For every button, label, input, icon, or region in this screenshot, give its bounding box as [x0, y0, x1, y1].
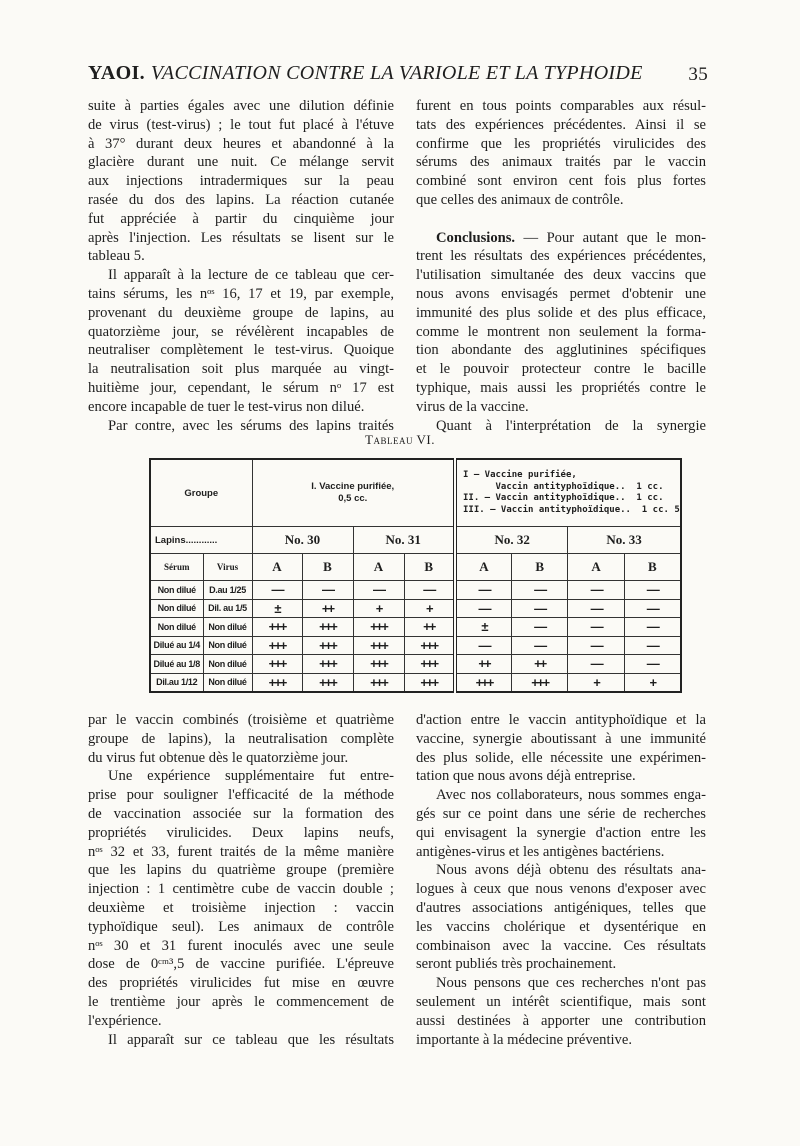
result-cell: — — [511, 581, 567, 600]
result-cell: — — [455, 636, 511, 655]
text-line: le trentième jour après le commencement de — [88, 993, 394, 1010]
result-cell: +++ — [353, 618, 404, 637]
text-line: injection : 1 centimètre cube de vaccin double ; — [88, 881, 394, 898]
virus-cell: D.au 1/25 — [203, 581, 252, 600]
text-line: furent en tous points comparables aux résul- — [416, 98, 706, 114]
text-line: rasée du dos des lapins. La réaction cutanée — [88, 191, 394, 208]
serum-cell: Non dilué — [150, 581, 203, 600]
result-cell: +++ — [252, 636, 302, 655]
paragraph — [416, 786, 706, 861]
text-line: provenant du deuxième groupe de lapins, au — [88, 304, 394, 321]
result-cell: +++ — [404, 673, 455, 692]
header-author: YAOI. — [88, 62, 145, 84]
table-row — [150, 618, 681, 637]
text-line: l'expérience. — [88, 1012, 162, 1029]
column-bottom-right — [416, 711, 706, 1049]
result-cell: — — [404, 581, 455, 600]
text-line: immunité des plus solide et des plus efficace, — [416, 304, 706, 321]
paragraph — [416, 229, 706, 417]
text-line: de virus (test-virus) ; le tout fut placé à l'étuve — [88, 116, 394, 133]
text-line: confirme que les propriétés virulicides des — [416, 135, 706, 152]
text-line: sérums des animaux traités par le vaccin — [416, 154, 706, 171]
result-cell: + — [624, 673, 680, 692]
sample-header: B — [302, 554, 353, 581]
text-line: encore incapable de tuer le test-virus non dilué. — [88, 398, 365, 415]
result-cell: — — [511, 618, 567, 637]
text-line: Nous avons déjà obtenu des résultats ana- — [436, 862, 706, 879]
result-cell: ++ — [455, 655, 511, 674]
text-line: Une expérience supplémentaire fut entre- — [108, 768, 394, 785]
paragraph — [416, 711, 706, 786]
groupe-header: Groupe — [150, 459, 252, 527]
text-line: groupe de lapins), la neutralisation complète — [88, 730, 394, 747]
result-cell: +++ — [511, 673, 567, 692]
serum-cell: Dil.au 1/12 — [150, 673, 203, 692]
result-cell: — — [568, 618, 624, 637]
text-line: combinaison avec la vaccine. Ces résultats — [416, 937, 706, 954]
table-row — [150, 655, 681, 674]
virus-cell: Non dilué — [203, 673, 252, 692]
text-line: aussi destinées à apporter une contribution — [416, 1012, 706, 1029]
text-line: que celles des animaux de contrôle. — [416, 191, 624, 208]
result-cell: — — [624, 581, 680, 600]
virus-cell: Non dilué — [203, 618, 252, 637]
column-top-left — [88, 97, 394, 435]
text-line: tats des expériences précédentes. Ainsi il se — [416, 116, 706, 133]
text-line: nᵒˢ 32 et 33, furent traités de la même manière — [88, 843, 394, 860]
virus-cell: Dil. au 1/5 — [203, 599, 252, 618]
sample-header: B — [404, 554, 455, 581]
paragraph — [416, 97, 706, 210]
sample-header: B — [624, 554, 680, 581]
text-line: seulement un intérêt scientifique, mais sont — [416, 993, 706, 1010]
result-cell: + — [568, 673, 624, 692]
text-line: Il apparaît sur ce tableau que les résultats — [108, 1031, 394, 1048]
text-line: quatorzième jour, se révélèrent incapables de — [88, 323, 394, 340]
group2-line: II. — Vaccin antityphoïdique.. 1 cc. — [463, 493, 664, 503]
result-cell: — — [455, 581, 511, 600]
text-line: du virus fut obtenue dès le quatorzième jour. — [88, 749, 349, 766]
result-cell: +++ — [252, 655, 302, 674]
lapin-header: No. 33 — [568, 527, 681, 554]
text-line: propriétés virulicides. Deux lapins neufs, — [88, 824, 394, 841]
text-line: deuxième et troisième injection : vaccin — [88, 899, 394, 916]
result-cell: — — [252, 581, 302, 600]
line-text: — Pour autant que le mon- — [515, 229, 706, 246]
virus-cell: Non dilué — [203, 636, 252, 655]
text-line: tableau 5. — [88, 248, 145, 265]
sample-header: B — [511, 554, 567, 581]
column-bottom-left — [88, 711, 394, 1049]
paragraph — [88, 767, 394, 1030]
text-line: Nous pensons que ces recherches n'ont pas — [436, 975, 706, 992]
result-cell: — — [624, 599, 680, 618]
text-line: l'utilisation simultanée des deux vaccins que — [416, 267, 706, 284]
group1-line: 0,5 cc. — [338, 493, 368, 504]
text-line: d'autres associations antigéniques, telles que — [416, 899, 706, 916]
result-cell: +++ — [302, 655, 353, 674]
text-line: tation que nous avons déjà entreprise. — [416, 768, 636, 785]
text-line: de vaccination associée sur la formation des — [88, 805, 394, 822]
text-line: typhique, mais aussi les propriétés contre le — [416, 379, 706, 396]
result-cell: ++ — [404, 618, 455, 637]
virus-header: Virus — [203, 554, 252, 581]
paragraph — [88, 711, 394, 767]
result-cell: + — [404, 599, 455, 618]
text-line: gés sur ce point dans une série de recherches — [416, 805, 706, 822]
text-line — [416, 229, 706, 248]
text-line: prise pour souligner l'efficacité de la méthode — [88, 787, 394, 804]
text-line: typhoïdique seul). Les animaux de contrôle — [88, 918, 394, 935]
text-line: nᵒˢ 30 et 31 furent inoculés avec une seule — [88, 937, 394, 954]
result-cell: +++ — [302, 673, 353, 692]
serum-cell: Dilué au 1/8 — [150, 655, 203, 674]
serum-header: Sérum — [150, 554, 203, 581]
result-cell: +++ — [252, 673, 302, 692]
result-cell: ± — [252, 599, 302, 618]
result-cell: — — [511, 636, 567, 655]
result-cell: ++ — [302, 599, 353, 618]
paragraph — [416, 974, 706, 1049]
page-number: 35 — [688, 64, 708, 85]
text-line: tains sérums, les nᵒˢ 16, 17 et 19, par exemple, — [88, 285, 394, 302]
text-line: que les lapins du quatrième groupe (première — [88, 862, 394, 879]
result-cell: — — [568, 581, 624, 600]
text-line: des plus solide, elle nécessite une expérimen- — [416, 749, 706, 766]
group1-description — [252, 459, 455, 527]
result-cell: — — [302, 581, 353, 600]
group2-line: Vaccin antityphoïdique.. 1 cc. — [463, 481, 664, 492]
virus-cell: Non dilué — [203, 655, 252, 674]
text-line: antigènes-virus et les antigènes bactériens. — [416, 843, 665, 860]
result-cell: +++ — [252, 618, 302, 637]
result-cell: — — [568, 599, 624, 618]
table-caption: Tableau VI. — [365, 432, 435, 447]
table-row — [150, 599, 681, 618]
lapins-label: Lapins............ — [150, 527, 252, 554]
result-cell: — — [353, 581, 404, 600]
result-cell: — — [624, 636, 680, 655]
text-line: nous avons envisagés permet d'obtenir une — [416, 285, 706, 302]
text-line: trent les résultats des expériences précédentes, — [416, 248, 706, 265]
lapin-header: No. 31 — [353, 527, 455, 554]
text-line: qui envisagent la synergie d'action entre les — [416, 824, 706, 841]
text-line: la neutralisation soit plus marquée au vingt- — [88, 361, 394, 378]
text-line: vaccine, synergie aboutissant à une immunité — [416, 730, 706, 747]
result-cell: +++ — [302, 636, 353, 655]
group2-description — [455, 459, 681, 527]
table-row — [150, 673, 681, 692]
text-line: seront publiés très prochainement. — [416, 956, 617, 973]
text-line: d'action entre le vaccin antityphoïdique et la — [416, 712, 706, 728]
result-cell: +++ — [455, 673, 511, 692]
text-line: Quant à l'interprétation de la synergie — [436, 417, 706, 434]
paragraph — [88, 1031, 394, 1050]
text-line: dose de 0ᶜᵐ³,5 de vaccine purifiée. L'épreuve — [88, 956, 394, 973]
result-cell: +++ — [404, 636, 455, 655]
text-line: logues à ceux que nous venons d'exposer avec — [416, 881, 706, 898]
paragraph — [88, 266, 394, 416]
serum-cell: Non dilué — [150, 618, 203, 637]
text-line: glacière durant une nuit. Ce mélange servit — [88, 154, 394, 171]
result-cell: — — [624, 655, 680, 674]
sample-header: A — [252, 554, 302, 581]
column-top-right — [416, 97, 706, 435]
result-cell: — — [624, 618, 680, 637]
results-table — [149, 458, 682, 693]
result-cell: — — [568, 655, 624, 674]
text-line: importante à la médecine préventive. — [416, 1031, 632, 1048]
sample-header: A — [568, 554, 624, 581]
result-cell: + — [353, 599, 404, 618]
result-cell: +++ — [353, 636, 404, 655]
result-cell: — — [568, 636, 624, 655]
text-line: après l'injection. Les résultats se lisent sur le — [88, 229, 394, 246]
result-cell: +++ — [404, 655, 455, 674]
text-line: Par contre, avec les sérums des lapins traités — [108, 417, 394, 434]
text-line: des propriétés virulicides fut mise en œuvre — [88, 975, 394, 992]
result-cell: +++ — [353, 655, 404, 674]
paragraph — [416, 861, 706, 974]
result-cell: — — [455, 599, 511, 618]
text-line: virus de la vaccine. — [416, 398, 529, 415]
group2-line: I — Vaccine purifiée, — [463, 470, 577, 480]
table-row — [150, 581, 681, 600]
result-cell: ++ — [511, 655, 567, 674]
text-line: par le vaccin combinés (troisième et quatrième — [88, 712, 394, 728]
text-line: tion abondante des agglutinines spécifiques — [416, 342, 706, 359]
text-line: les vaccins cholérique et dysentérique en — [416, 918, 706, 935]
paragraph-lead: Conclusions. — [436, 229, 516, 246]
text-line: et le pouvoir protecteur contre le bacille — [416, 361, 706, 378]
text-line: comme le montrent non seulement la forma- — [416, 323, 706, 340]
result-cell: +++ — [353, 673, 404, 692]
sample-header: A — [455, 554, 511, 581]
paragraph — [88, 97, 394, 266]
running-header — [88, 62, 708, 88]
text-line: fut appréciée à partir du cinquième jour — [88, 210, 394, 227]
serum-cell: Non dilué — [150, 599, 203, 618]
serum-cell: Dilué au 1/4 — [150, 636, 203, 655]
text-line: combiné sont environ cent fois plus fortes — [416, 173, 706, 190]
text-line: Il apparaît à la lecture de ce tableau que cer- — [108, 267, 394, 284]
table-row — [150, 636, 681, 655]
text-line: neutraliser complètement le test-virus. Quoique — [88, 342, 394, 359]
group2-line: III. — Vaccin antityphoïdique.. 1 cc. 5 — [463, 504, 680, 515]
result-cell: +++ — [302, 618, 353, 637]
result-cell: — — [511, 599, 567, 618]
lapin-header: No. 32 — [455, 527, 568, 554]
text-line: suite à parties égales avec une dilution définie — [88, 98, 394, 114]
result-cell: ± — [455, 618, 511, 637]
sample-header: A — [353, 554, 404, 581]
text-line: aux injections intradermiques sur la peau — [88, 173, 394, 190]
group1-line: I. Vaccine purifiée, — [311, 481, 395, 492]
text-line: Avec nos collaborateurs, nous sommes enga- — [436, 787, 706, 804]
text-line: à 37° durant deux heures et abandonné à la — [88, 135, 394, 152]
text-line: huitième jour, cependant, le sérum nᵒ 17 est — [88, 379, 394, 396]
lapin-header: No. 30 — [252, 527, 353, 554]
header-title: VACCINATION CONTRE LA VARIOLE ET LA TYPHOIDE — [150, 62, 643, 84]
